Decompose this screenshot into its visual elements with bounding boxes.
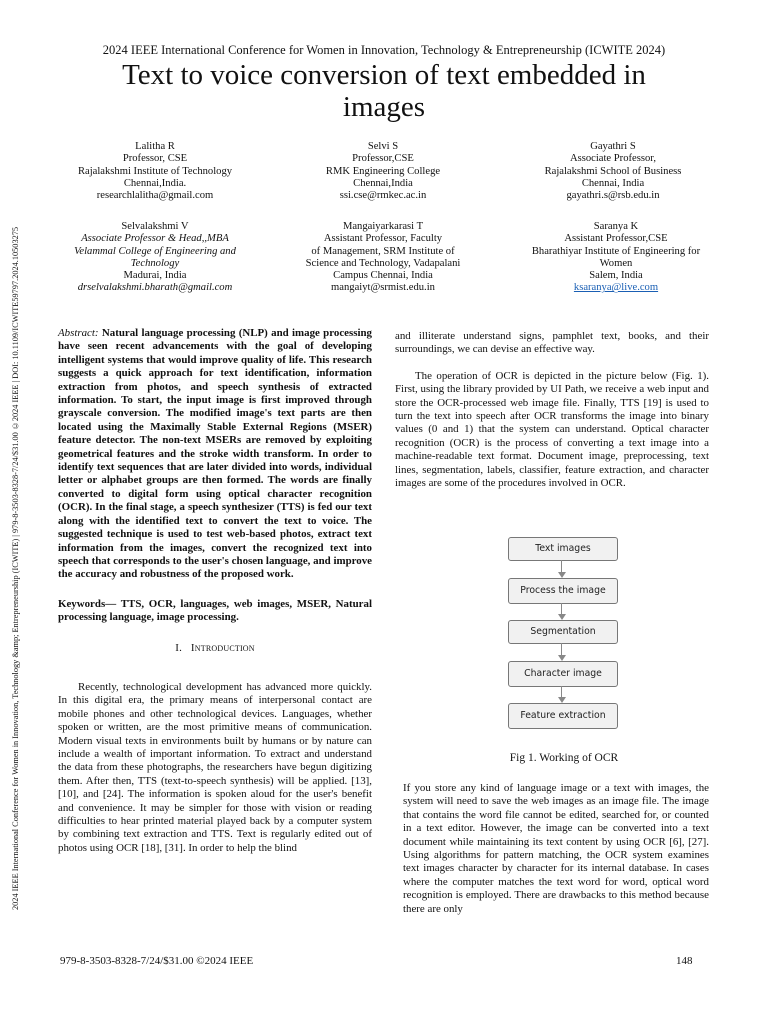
author-affiliation-cont: Technology <box>130 257 180 269</box>
author-name: Gayathri S <box>590 141 636 152</box>
intro-paragraph: Recently, technological development has advanced more quickly. In this digital era, the primary means of interpersonal contact are mobile phones and other technological devices. Languages, whether spoken or written, are the most primitive means of communication. Modern visual texts in environments built by humans or by nature can include a wealth of important information. To extract and understand the data from these photographs, the researchers have begun digitizing them. After then, TTS (text-to-speech synthesis) will be applied. [13], [10], and [24]. The information is spoken aloud for the user's benefit and convenience. It may be simpler for those with vision or reading difficulties to hear printed material played back by a computer system by combining text extraction and TTS. Text is regularly edited out of photos using OCR [18], [31]. In order to help the blind <box>58 680 372 854</box>
abstract-text: Natural language processing (NLP) and image processing have seen recent advancements with the goal of developing intelligent systems that would improve quality of life. This research suggests a quick approach for text identification, information extraction from photos, and speech synthesis of extracted information. To start, the input image is first improved through grayscale conversion. The modified image's text parts are then located using the Maximally Stable External Regions (MSER) feature detector. The non-text MSERs are removed by exploiting geometrical features and the stroke width transform. In order to identify text sequences that are later divided into words, individual letter or alphabet groups are then formed. The words are finally converted to digital form using optical character recognition (OCR). In the final stage, a speech synthesizer (TTS) is fed our text along with the identified text to convert the text to voice. The suggested technique is used to test web-based photos, extract text information from the images, convert the recognized text into speech that corresponds to the user's chosen language, and improve the accuracy and robustness of the proposed work. <box>58 327 372 581</box>
author-name: Saranya K <box>593 221 639 232</box>
author-position: Assistant Professor, Faculty <box>323 233 443 245</box>
author-name: Mangaiyarkarasi T <box>342 221 424 232</box>
author-block-6 <box>513 221 719 295</box>
right-paragraph-3: If you store any kind of language image or a text with images, the system will need to save the web images as an image file. The image that contains the word file cannot be edited, searched for, or counted in a text editor. However, the image can be converted into a text document while maintaining its text content by using OCR [6], [27]. Using algorithms for pattern matching, the OCR system examines text images character by character for its internal database. In cases where the computer matches the text word for word, optical word recognition is employed. There are drawbacks to this method because there are only <box>403 782 709 915</box>
author-affiliation: Bharathiyar Institute of Engineering for <box>531 245 701 257</box>
author-email: ssi.cse@rmkec.ac.in <box>339 190 427 202</box>
title-line-2: images <box>342 91 426 123</box>
flow-step: Process the image <box>508 578 618 604</box>
author-location: Campus Chennai, India <box>333 270 433 282</box>
conference-header: 2024 IEEE International Conference for Women in Innovation, Technology & Entrepreneurship (ICWITE 2024) <box>102 43 666 57</box>
keywords-label: Keywords— <box>58 597 117 610</box>
footer-copyright: 979-8-3503-8328-7/24/$31.00 ©2024 IEEE <box>60 955 254 967</box>
author-email: mangaiyt@srmist.edu.in <box>331 282 435 294</box>
author-email-link[interactable]: ksaranya@live.com <box>573 282 659 294</box>
page-number: 148 <box>676 955 693 967</box>
author-position: Professor, CSE <box>122 153 188 165</box>
keywords-text: TTS, OCR, languages, web images, MSER, Natural processing language, image processing. <box>58 597 372 624</box>
author-location: Salem, India <box>589 270 643 282</box>
title-line-1: Text to voice conversion of text embedded in <box>122 59 646 91</box>
author-affiliation: Rajalakshmi School of Business <box>544 165 682 177</box>
author-location: Chennai,India. <box>123 177 187 189</box>
figure-caption: Fig 1. Working of OCR <box>509 752 619 764</box>
author-affiliation: Velammal College of Engineering and <box>74 245 236 257</box>
author-name: Selvalakshmi V <box>121 221 189 232</box>
flow-step: Text images <box>508 537 618 561</box>
author-position: Associate Professor & Head,,MBA <box>81 233 229 245</box>
author-affiliation-cont: Women <box>599 257 633 269</box>
author-position: Assistant Professor,CSE <box>564 233 668 245</box>
section-number: I. <box>175 641 183 654</box>
right-paragraph-2: The operation of OCR is depicted in the picture below (Fig. 1). First, using the library provided by UI Path, we receive a web input and store the OCR-processed web image file. Finally, TTS [19] is used to turn the text into speech after OCR transforms the image into binary values (0 and 1) that the system can understand. Optical character recognition (OCR) is the process of converting a text image into a machine-readable text format. Document image, preprocessing, text lines, segmentation, labels, classifier, feature extraction, and character images are some of the procedures involved in OCR. <box>395 369 709 490</box>
side-citation: 2024 IEEE International Conference for Women in Innovation, Technology &amp; Entrepreneurship (ICWITE) | 979-8-3503-8328-7/24/$31.00 ©2024 IEEE | DOI: 10.1109/ICWITE59797.2024.10503275 <box>11 226 20 910</box>
author-location: Chennai, India <box>581 177 645 189</box>
flow-step: Feature extraction <box>508 703 618 729</box>
left-column <box>58 327 372 855</box>
flow-step: Character image <box>508 661 618 687</box>
keywords <box>58 598 372 625</box>
right-paragraph-1: and illiterate understand signs, pamphlet text, books, and their surroundings, we can devise an effective way. <box>395 330 709 356</box>
author-location: Chennai,India <box>353 177 413 189</box>
author-name: Selvi S <box>367 141 399 152</box>
author-affiliation: RMK Engineering College <box>325 165 441 177</box>
author-block-3 <box>513 141 713 202</box>
right-column-bottom <box>403 782 709 916</box>
author-position: Professor,CSE <box>352 153 414 165</box>
paper-title <box>60 59 708 123</box>
author-block-1 <box>55 141 255 202</box>
right-column-top <box>395 330 709 490</box>
author-position: Associate Professor, <box>569 153 657 165</box>
section-heading-introduction <box>58 642 372 655</box>
abstract-label: Abstract: <box>58 327 99 339</box>
author-location: Madurai, India <box>123 270 187 282</box>
author-block-5 <box>283 221 483 295</box>
author-email: drselvalakshmi.bharath@gmail.com <box>77 282 233 294</box>
author-block-2 <box>283 141 483 202</box>
abstract <box>58 327 372 582</box>
author-affiliation-cont: Science and Technology, Vadapalani <box>305 257 461 269</box>
author-block-4 <box>52 221 258 295</box>
author-affiliation: Rajalakshmi Institute of Technology <box>77 165 233 177</box>
flow-step: Segmentation <box>508 620 618 644</box>
section-title: Introduction <box>190 641 255 654</box>
author-affiliation: of Management, SRM Institute of <box>311 245 455 257</box>
author-name: Lalitha R <box>135 141 175 152</box>
author-email: gayathri.s@rsb.edu.in <box>566 190 660 202</box>
author-email: researchlalitha@gmail.com <box>96 190 214 202</box>
